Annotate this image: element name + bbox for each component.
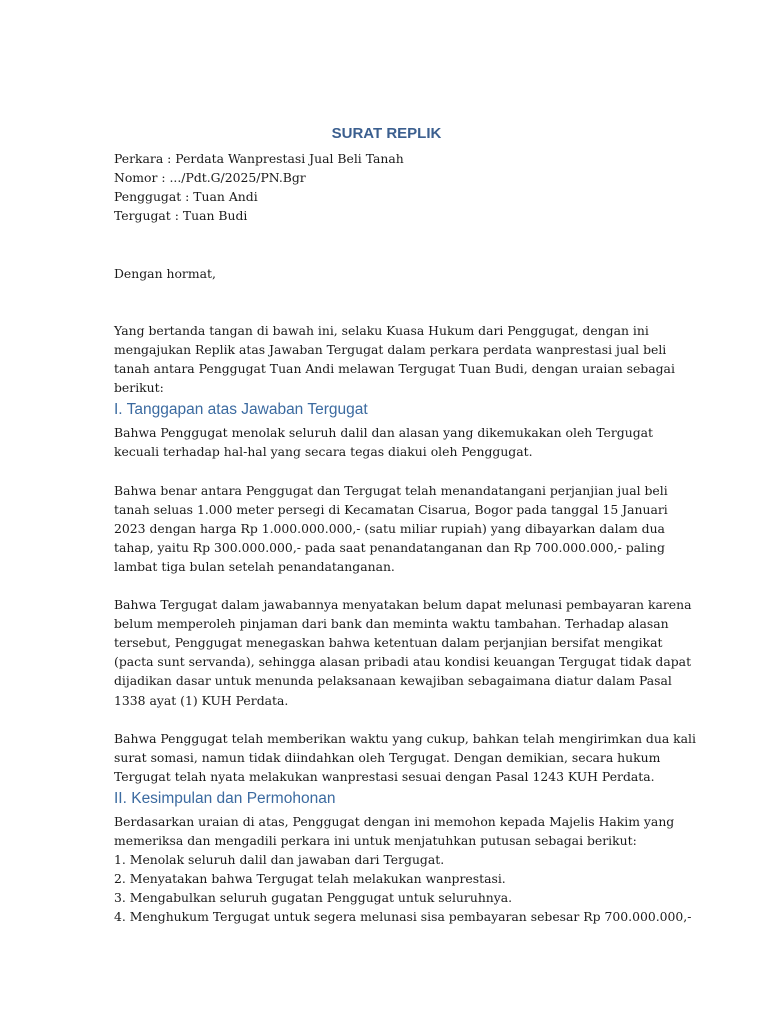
spacer <box>114 225 659 244</box>
greeting: Dengan hormat, <box>114 265 216 281</box>
paragraph-line: memeriksa dan mengadili perkara ini untuk menjatuhkan putusan sebagai berikut: <box>114 833 637 849</box>
paragraph-line: tahap, yaitu Rp 300.000.000,- pada saat penandatanganan dan Rp 700.000.000,- paling <box>114 539 665 555</box>
spacer <box>114 302 659 321</box>
defendant: Tergugat : Tuan Budi <box>114 208 248 224</box>
section2-content <box>114 812 692 927</box>
document-page <box>114 124 696 927</box>
paragraph-line: berikut: <box>114 380 164 396</box>
paragraph-line: dijadikan dasar untuk menunda pelaksanaan kewajiban sebagaimana diatur dalam Pasal <box>114 673 672 689</box>
document-title: SURAT REPLIK <box>331 125 442 142</box>
paragraph-line: (pacta sunt servanda), sehingga alasan pribadi atau kondisi keuangan Tergugat tidak dapat <box>114 654 692 670</box>
paragraph-line: Bahwa Tergugat dalam jawabannya menyatakan belum dapat melunasi pembayaran karena <box>114 597 692 613</box>
case-number: Nomor : .../Pdt.G/2025/PN.Bgr <box>114 170 306 186</box>
section-heading-1: I. Tanggapan atas Jawaban Tergugat <box>114 401 368 419</box>
section1-paragraph-2 <box>114 481 668 576</box>
paragraph-line: mengajukan Replik atas Jawaban Tergugat dalam perkara perdata wanprestasi jual beli <box>114 341 667 357</box>
list-item: 1. Menolak seluruh dalil dan jawaban dari Tergugat. <box>114 852 445 868</box>
paragraph-line: Bahwa Penggugat telah memberikan waktu yang cukup, bahkan telah mengirimkan dua kali <box>114 730 696 746</box>
section1-paragraph-4 <box>114 729 696 786</box>
spacer <box>114 576 659 595</box>
paragraph-line: Tergugat telah nyata melakukan wanprestasi sesuai dengan Pasal 1243 KUH Perdata. <box>114 768 655 784</box>
paragraph-line: lambat tiga bulan setelah penandatanganan. <box>114 558 395 574</box>
spacer <box>114 710 659 729</box>
paragraph-line: Bahwa benar antara Penggugat dan Tergugat telah menandatangani perjanjian jual beli <box>114 482 668 498</box>
paragraph-line: tanah antara Penggugat Tuan Andi melawan Tergugat Tuan Budi, dengan uraian sebagai <box>114 361 675 377</box>
plaintiff: Penggugat : Tuan Andi <box>114 189 258 205</box>
spacer <box>114 283 659 302</box>
section1-paragraph-1 <box>114 423 659 461</box>
spacer <box>114 461 659 480</box>
list-item: 3. Mengabulkan seluruh gugatan Penggugat untuk seluruhnya. <box>114 890 513 906</box>
paragraph-line: surat somasi, namun tidak diindahkan oleh Tergugat. Dengan demikian, secara hukum <box>114 749 661 765</box>
paragraph-line: 2023 dengan harga Rp 1.000.000.000,- (satu miliar rupiah) yang dibayarkan dalam dua <box>114 520 665 536</box>
paragraph-line: 1338 ayat (1) KUH Perdata. <box>114 692 289 708</box>
case-header <box>114 149 659 225</box>
paragraph-line: tanah seluas 1.000 meter persegi di Kecamatan Cisarua, Bogor pada tanggal 15 Januari <box>114 501 668 517</box>
section1-paragraph-3 <box>114 595 692 710</box>
paragraph-line: Berdasarkan uraian di atas, Penggugat dengan ini memohon kepada Majelis Hakim yang <box>114 814 675 829</box>
paragraph-line: Bahwa Penggugat menolak seluruh dalil dan alasan yang dikemukakan oleh Tergugat <box>114 425 653 441</box>
intro-paragraph <box>114 321 675 397</box>
spacer <box>114 244 659 263</box>
paragraph-line: Yang bertanda tangan di bawah ini, selaku Kuasa Hukum dari Penggugat, dengan ini <box>114 322 649 338</box>
paragraph-line: tersebut, Penggugat menegaskan bahwa ketentuan dalam perjanjian bersifat mengikat <box>114 635 663 651</box>
section-heading-2: II. Kesimpulan dan Permohonan <box>114 790 336 807</box>
paragraph-line: kecuali terhadap hal-hal yang secara tegas diakui oleh Penggugat. <box>114 444 533 460</box>
paragraph-line: belum memperoleh pinjaman dari bank dan meminta waktu tambahan. Terhadap alasan <box>114 616 669 632</box>
list-item: 2. Menyatakan bahwa Tergugat telah melakukan wanprestasi. <box>114 871 506 887</box>
case-type: Perkara : Perdata Wanprestasi Jual Beli Tanah <box>114 151 404 166</box>
list-item: 4. Menghukum Tergugat untuk segera melunasi sisa pembayaran sebesar Rp 700.000.000,- <box>114 909 692 925</box>
